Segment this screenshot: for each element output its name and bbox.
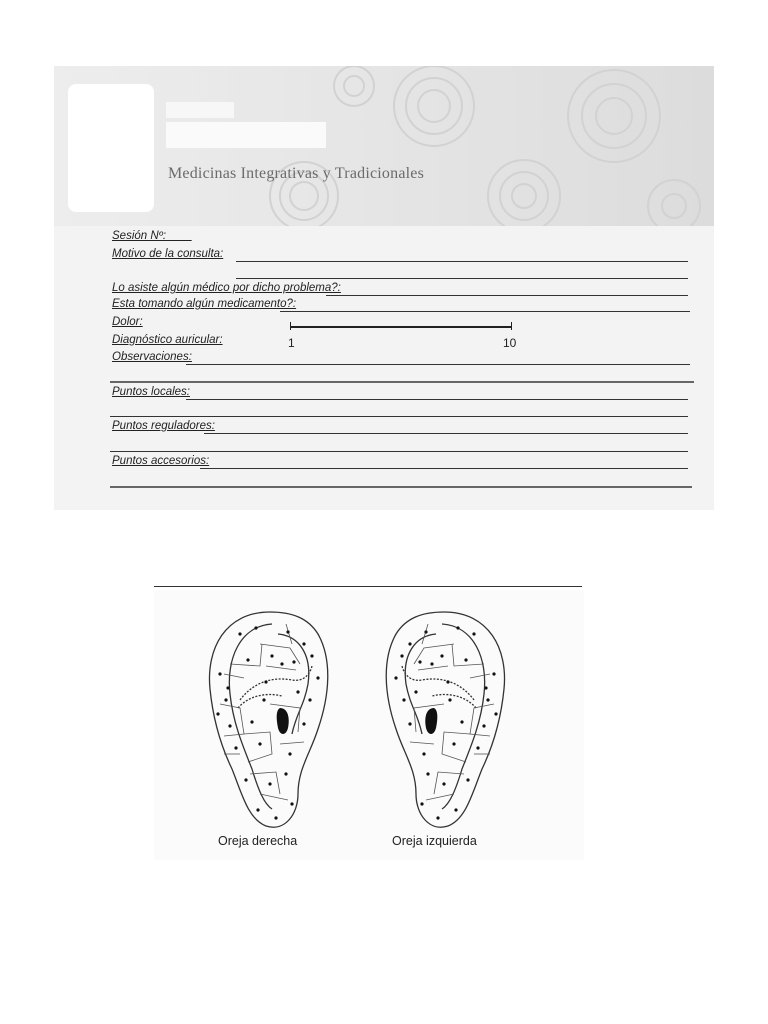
acupoint-dot xyxy=(296,690,299,693)
acupoint-dot xyxy=(308,698,311,701)
observations-line-2[interactable] xyxy=(110,381,694,383)
acupoint-dot xyxy=(216,712,219,715)
acupoint-dot xyxy=(238,632,241,635)
institution-name: Medicinas Integrativas y Tradicionales xyxy=(168,165,424,182)
accessory-points-label: Puntos accesorios: xyxy=(112,455,210,467)
acupoint-dot xyxy=(250,720,253,723)
doctor-answer-line[interactable] xyxy=(326,295,688,296)
ears-divider xyxy=(154,586,582,587)
accessory-points-line[interactable] xyxy=(200,468,688,469)
acupoint-dot xyxy=(424,630,427,633)
acupoint-dot xyxy=(482,724,485,727)
acupoint-dot xyxy=(268,782,271,785)
acupoint-dot xyxy=(440,654,443,657)
scale-max-label: 10 xyxy=(503,336,517,350)
acupoint-dot xyxy=(302,722,305,725)
acupoint-dot xyxy=(436,816,439,819)
local-points-label: Puntos locales: xyxy=(112,386,190,398)
acupoint-dot xyxy=(446,680,449,683)
acupoint-dot xyxy=(472,632,475,635)
acupoint-dot xyxy=(402,698,405,701)
session-label: Sesión Nº:____ xyxy=(112,230,192,242)
acupoint-dot xyxy=(400,654,403,657)
consultation-form-sheet xyxy=(54,66,714,510)
observations-line[interactable] xyxy=(186,364,690,365)
regulating-points-line-2[interactable] xyxy=(110,451,688,452)
acupoint-dot xyxy=(292,660,295,663)
observations-label: Observaciones: xyxy=(112,351,192,363)
reason-label: Motivo de la consulta: xyxy=(112,248,224,260)
acupoint-dot xyxy=(302,642,305,645)
regulating-points-line[interactable] xyxy=(204,433,688,434)
acupoint-dot xyxy=(288,752,291,755)
acupoint-dot xyxy=(408,722,411,725)
acupoint-dot xyxy=(244,778,247,781)
acupoint-dot xyxy=(224,698,227,701)
acupoint-dot xyxy=(456,626,459,629)
acupoint-dot xyxy=(246,658,249,661)
acupoint-dot xyxy=(256,808,259,811)
acupoint-dot xyxy=(258,742,261,745)
doctor-question-label: Lo asiste algún médico por dicho problema?: xyxy=(112,282,341,294)
left-ear-caption: Oreja izquierda xyxy=(392,834,477,848)
acupoint-dot xyxy=(286,630,289,633)
acupoint-dot xyxy=(290,802,293,805)
acupoint-dot xyxy=(264,680,267,683)
acupoint-dot xyxy=(476,746,479,749)
acupoint-dot xyxy=(218,672,221,675)
local-points-line[interactable] xyxy=(186,399,688,400)
scale-tick-min xyxy=(290,322,291,330)
scale-tick-max xyxy=(511,322,512,330)
acupoint-dot xyxy=(228,724,231,727)
acupoint-dot xyxy=(316,676,319,679)
acupoint-dot xyxy=(452,742,455,745)
acupoint-dot xyxy=(454,808,457,811)
acupoint-dot xyxy=(486,698,489,701)
acupoint-dot xyxy=(408,642,411,645)
acupoint-dot xyxy=(460,720,463,723)
acupoint-dot xyxy=(442,782,445,785)
acupoint-dot xyxy=(254,626,257,629)
acupoint-dot xyxy=(394,676,397,679)
regulating-points-label: Puntos reguladores: xyxy=(112,420,215,432)
acupoint-dot xyxy=(464,658,467,661)
acupoint-dot xyxy=(484,686,487,689)
right-ear-caption: Oreja derecha xyxy=(218,834,298,848)
acupoint-dot xyxy=(448,698,451,701)
swirl-watermark xyxy=(54,66,714,226)
pain-label: Dolor: xyxy=(112,316,143,328)
acupoint-dot xyxy=(494,712,497,715)
scale-min-label: 1 xyxy=(288,336,295,350)
right-ear-diagram[interactable] xyxy=(200,604,340,834)
medication-question-label: Esta tomando algún medicamento?: xyxy=(112,298,297,310)
reason-line[interactable] xyxy=(236,261,688,262)
acupoint-dot xyxy=(226,686,229,689)
left-ear-diagram[interactable] xyxy=(374,604,514,834)
acupoint-dot xyxy=(492,672,495,675)
acupoint-dot xyxy=(284,772,287,775)
acupoint-dot xyxy=(422,752,425,755)
acupoint-dot xyxy=(420,802,423,805)
reason-line-2[interactable] xyxy=(236,278,688,279)
acupoint-dot xyxy=(430,662,433,665)
accessory-points-line-2[interactable] xyxy=(110,486,692,488)
local-points-line-2[interactable] xyxy=(110,416,688,417)
auricular-diagnosis-label: Diagnóstico auricular: xyxy=(112,334,223,346)
acupoint-dot xyxy=(310,654,313,657)
acupoint-dot xyxy=(418,660,421,663)
letterhead-band xyxy=(54,66,714,226)
acupoint-dot xyxy=(262,698,265,701)
acupoint-dot xyxy=(280,662,283,665)
acupoint-dot xyxy=(234,746,237,749)
ear-maps-panel xyxy=(154,590,584,860)
pain-scale-bar[interactable] xyxy=(290,326,512,328)
acupoint-dot xyxy=(466,778,469,781)
acupoint-dot xyxy=(270,654,273,657)
acupoint-dot xyxy=(426,772,429,775)
acupoint-dot xyxy=(414,690,417,693)
medication-answer-line[interactable] xyxy=(280,311,690,312)
acupoint-dot xyxy=(274,816,277,819)
